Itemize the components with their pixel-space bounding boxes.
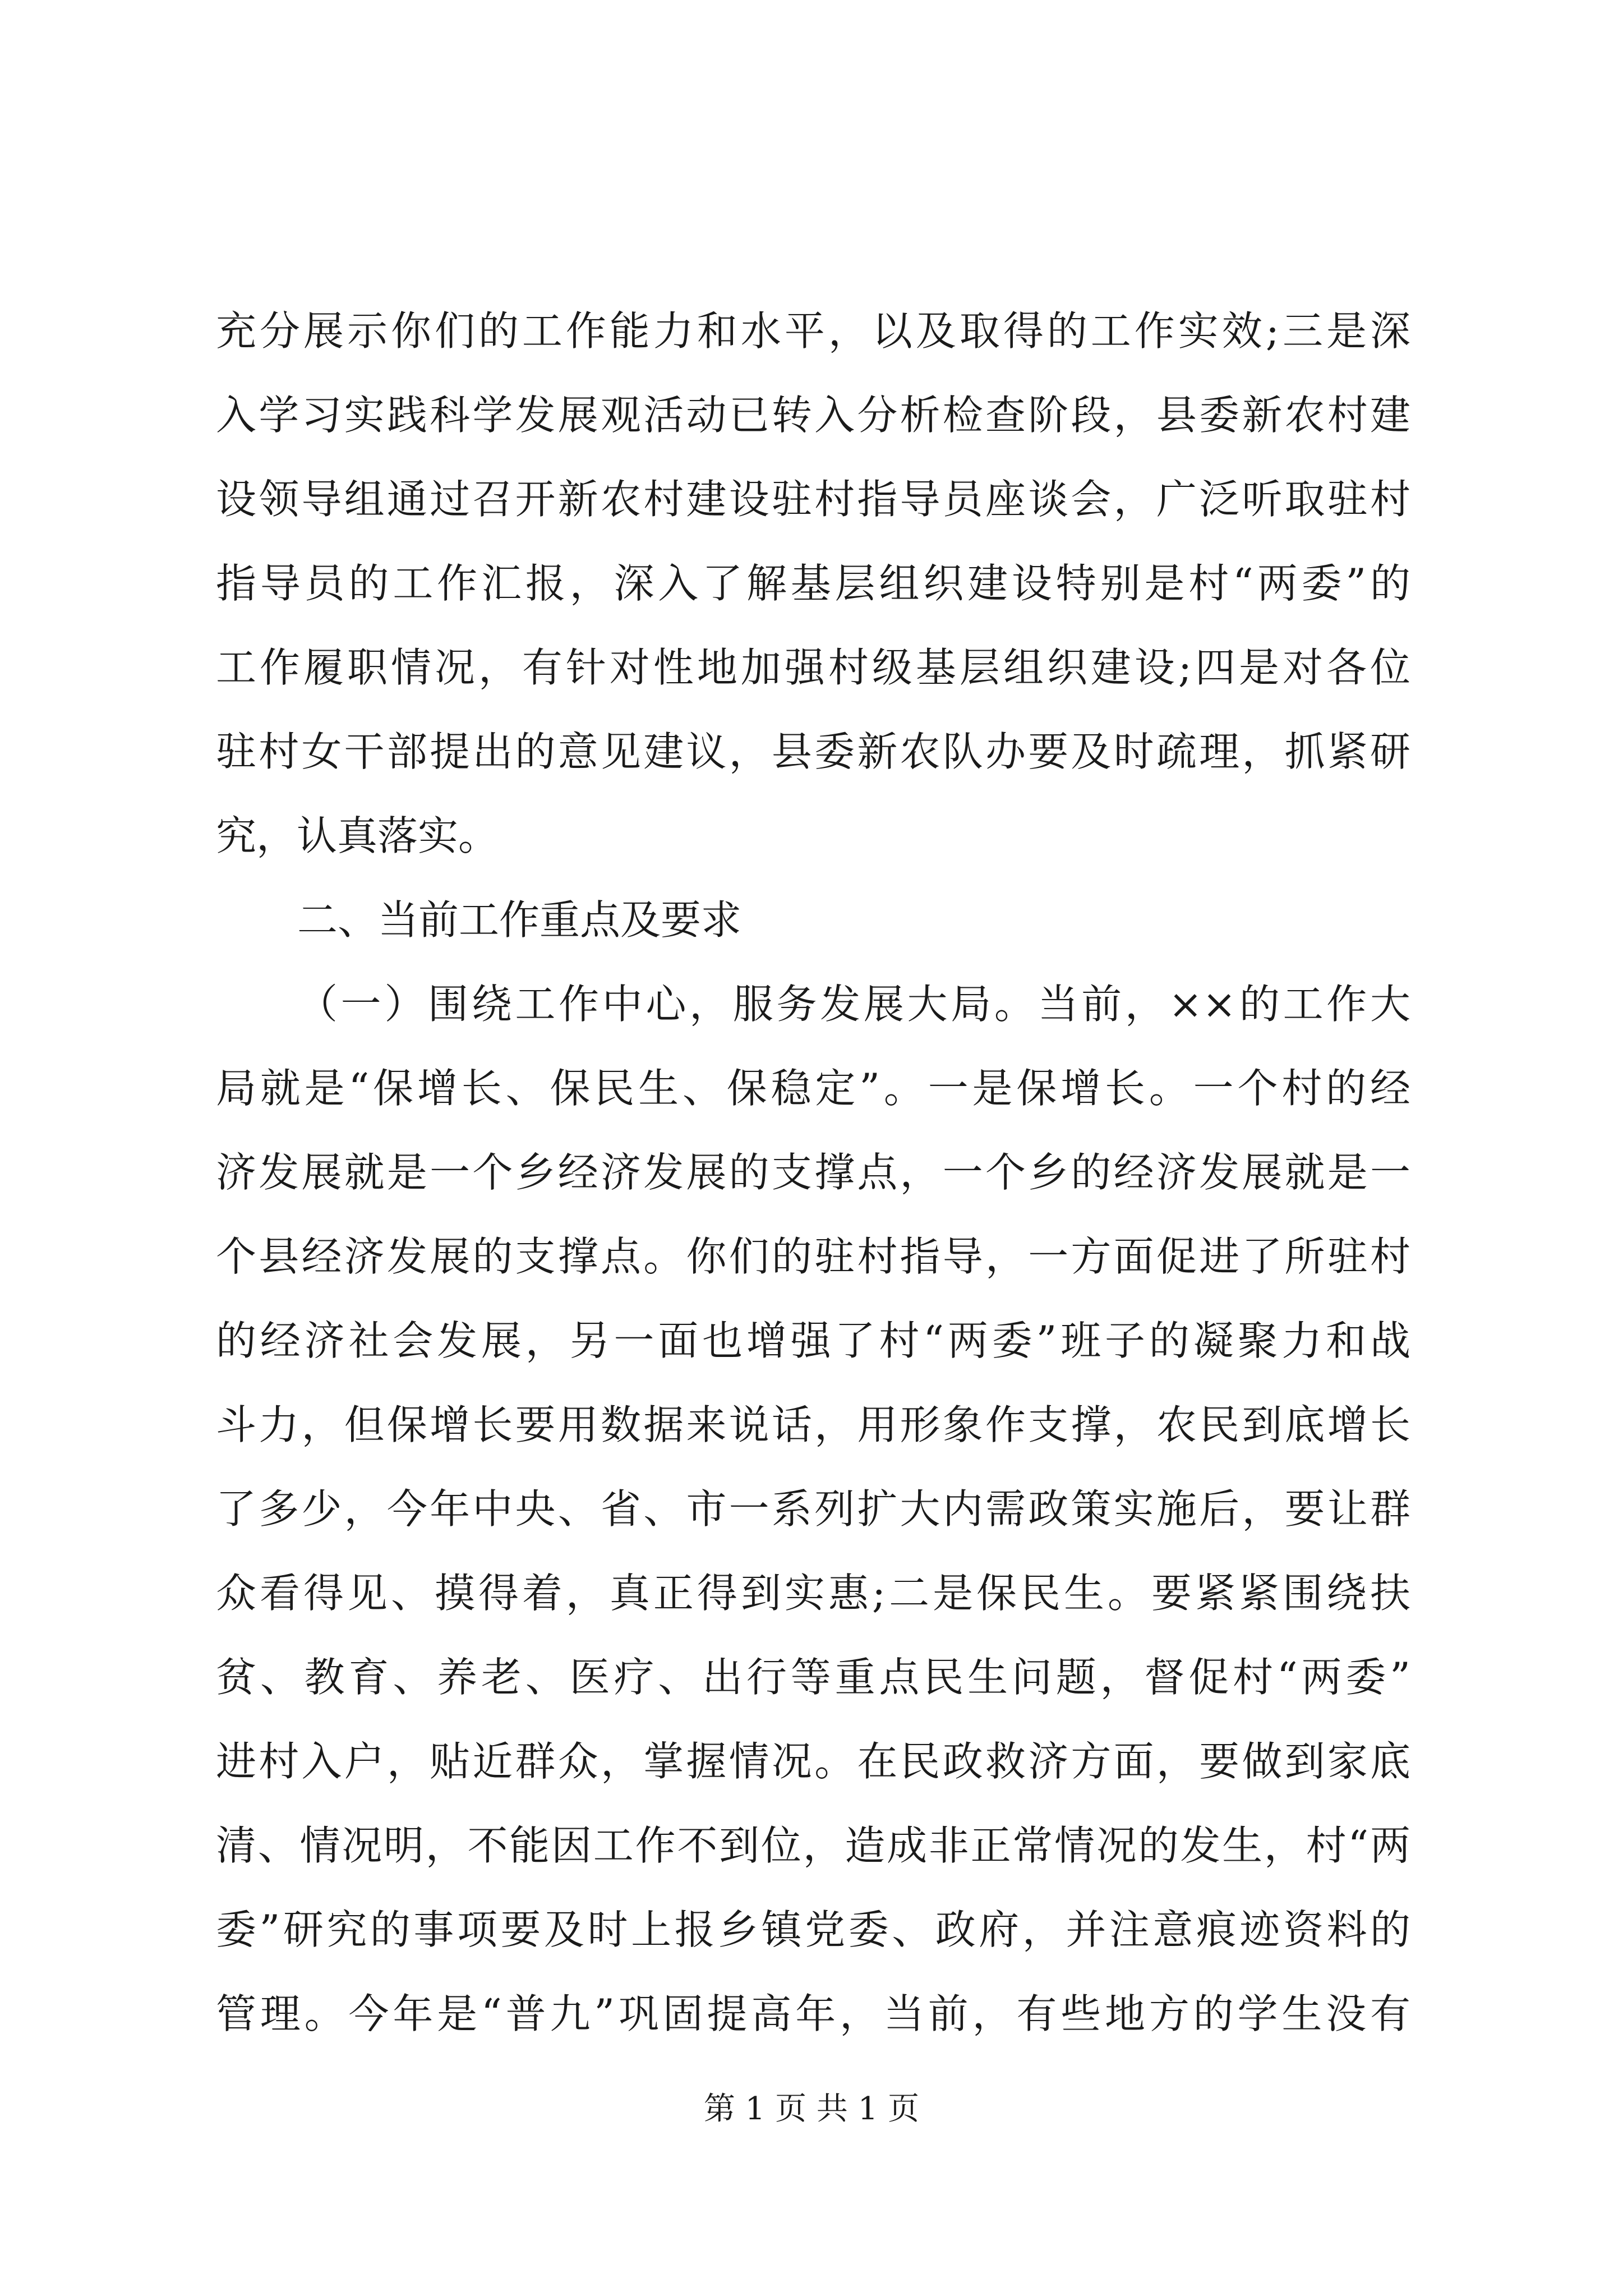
text-line: 入学习实践科学发展观活动已转入分析检查阶段，县委新农村建 <box>216 392 1410 439</box>
text-line: 充分展示你们的工作能力和水平，以及取得的工作实效;三是深 <box>216 307 1410 355</box>
text-line: 众看得见、摸得着，真正得到实惠;二是保民生。要紧紧围绕扶 <box>216 1570 1410 1617</box>
text-line: 清、情况明，不能因工作不到位，造成非正常情况的发生，村“两 <box>216 1822 1410 1869</box>
text-line: 贫、教育、养老、医疗、出行等重点民生问题，督促村“两委” <box>216 1654 1410 1701</box>
text-line: 委”研究的事项要及时上报乡镇党委、政府，并注意痕迹资料的 <box>216 1906 1410 1953</box>
text-line: 进村入户，贴近群众，掌握情况。在民政救济方面，要做到家底 <box>216 1738 1410 1785</box>
text-line: 工作履职情况，有针对性地加强村级基层组织建设;四是对各位 <box>216 644 1410 691</box>
text-line: 管理。今年是“普九”巩固提高年，当前，有些地方的学生没有 <box>216 1990 1410 2037</box>
text-line: 的经济社会发展，另一面也增强了村“两委”班子的凝聚力和战 <box>216 1317 1410 1364</box>
text-line: 指导员的工作汇报，深入了解基层组织建设特别是村“两委”的 <box>216 560 1410 607</box>
text-line: 了多少，今年中央、省、市一系列扩大内需政策实施后，要让群 <box>216 1485 1410 1533</box>
section-heading: 二、当前工作重点及要求 <box>297 896 742 944</box>
text-line: 济发展就是一个乡经济发展的支撑点，一个乡的经济发展就是一 <box>216 1149 1410 1196</box>
text-line: （一）围绕工作中心，服务发展大局。当前，××的工作大 <box>297 981 1410 1028</box>
text-line: 驻村女干部提出的意见建议，县委新农队办要及时疏理，抓紧研 <box>216 728 1410 775</box>
text-line: 局就是“保增长、保民生、保稳定”。一是保增长。一个村的经 <box>216 1065 1410 1112</box>
page-footer: 第 1 页 共 1 页 <box>703 2091 920 2127</box>
text-line: 斗力，但保增长要用数据来说话，用形象作支撑，农民到底增长 <box>216 1401 1410 1448</box>
text-line: 究，认真落实。 <box>216 812 499 859</box>
text-line: 设领导组通过召开新农村建设驻村指导员座谈会，广泛听取驻村 <box>216 476 1410 523</box>
text-line: 个县经济发展的支撑点。你们的驻村指导，一方面促进了所驻村 <box>216 1233 1410 1280</box>
